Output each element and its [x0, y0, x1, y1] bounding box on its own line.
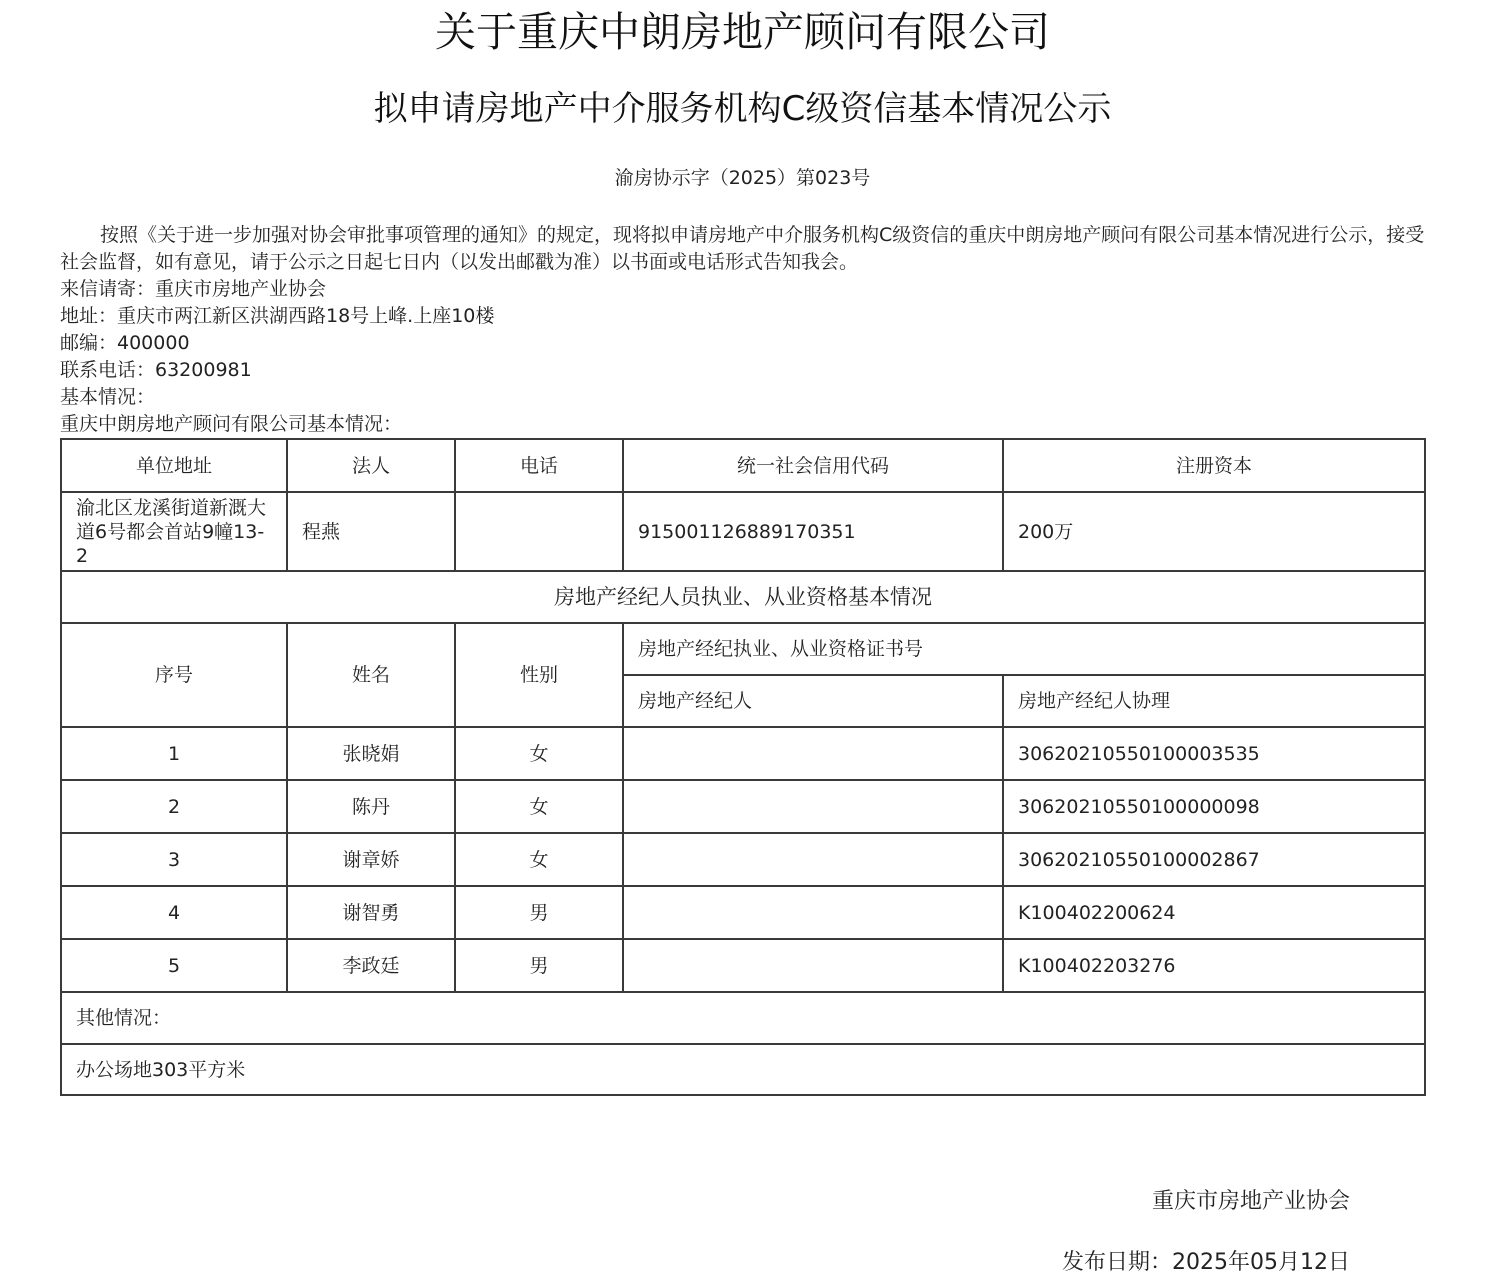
agent-seq: 1 — [61, 727, 287, 780]
agent-name: 张晓娟 — [287, 727, 455, 780]
header-phone: 电话 — [455, 439, 623, 492]
agents-header-row-1 — [61, 623, 1425, 675]
table-row — [61, 833, 1425, 886]
assistant-cert: K100402203276 — [1003, 939, 1425, 992]
company-data-row — [61, 492, 1425, 571]
document-number: 渝房协示字（2025）第023号 — [614, 167, 871, 189]
table-row — [61, 939, 1425, 992]
footer-publish-date: 发布日期：2025年05月12日 — [1062, 1250, 1350, 1275]
document-title-line2: 拟申请房地产中介服务机构C级资信基本情况公示 — [373, 89, 1112, 129]
phone-line: 联系电话：63200981 — [60, 359, 252, 381]
company-info-label: 重庆中朗房地产顾问有限公司基本情况： — [60, 413, 403, 435]
assistant-cert: K100402200624 — [1003, 886, 1425, 939]
info-table — [60, 438, 1426, 1096]
agent-gender: 女 — [455, 727, 623, 780]
header-agent: 房地产经纪人 — [623, 675, 1003, 727]
agent-name: 陈丹 — [287, 780, 455, 833]
basic-info-label: 基本情况： — [60, 386, 156, 408]
agent-cert — [623, 886, 1003, 939]
agent-cert — [623, 939, 1003, 992]
header-legal-person: 法人 — [287, 439, 455, 492]
other-value: 办公场地303平方米 — [61, 1044, 1425, 1095]
header-cert-group: 房地产经纪执业、从业资格证书号 — [623, 623, 1425, 675]
agents-section-title: 房地产经纪人员执业、从业资格基本情况 — [61, 571, 1425, 623]
company-legal-person: 程燕 — [287, 492, 455, 571]
company-credit-code: 915001126889170351 — [623, 492, 1003, 571]
agent-gender: 女 — [455, 833, 623, 886]
agent-name: 谢章娇 — [287, 833, 455, 886]
body-text — [60, 222, 1430, 438]
agent-cert — [623, 727, 1003, 780]
agents-section-row — [61, 571, 1425, 623]
header-seq: 序号 — [61, 623, 287, 727]
header-gender: 性别 — [455, 623, 623, 727]
agent-name: 李政廷 — [287, 939, 455, 992]
header-name: 姓名 — [287, 623, 455, 727]
footer-organization: 重庆市房地产业协会 — [1151, 1189, 1350, 1214]
assistant-cert: 30620210550100002867 — [1003, 833, 1425, 886]
company-address: 渝北区龙溪街道新溉大道6号都会首站9幢13-2 — [61, 492, 287, 571]
company-phone — [455, 492, 623, 571]
company-capital: 200万 — [1003, 492, 1425, 571]
agent-seq: 2 — [61, 780, 287, 833]
assistant-cert: 30620210550100000098 — [1003, 780, 1425, 833]
other-label-row — [61, 992, 1425, 1044]
agent-seq: 5 — [61, 939, 287, 992]
table-row — [61, 727, 1425, 780]
agent-cert — [623, 833, 1003, 886]
mail-to-line: 来信请寄：重庆市房地产业协会 — [60, 278, 327, 300]
postcode-line: 邮编：400000 — [60, 332, 190, 354]
address-line: 地址：重庆市两江新区洪湖西路18号上峰.上座10楼 — [60, 305, 495, 327]
header-address: 单位地址 — [61, 439, 287, 492]
agent-gender: 男 — [455, 939, 623, 992]
agent-gender: 男 — [455, 886, 623, 939]
assistant-cert: 30620210550100003535 — [1003, 727, 1425, 780]
other-value-row — [61, 1044, 1425, 1095]
table-row — [61, 780, 1425, 833]
agent-name: 谢智勇 — [287, 886, 455, 939]
other-label: 其他情况： — [61, 992, 1425, 1044]
intro-paragraph: 按照《关于进一步加强对协会审批事项管理的通知》的规定，现将拟申请房地产中介服务机构C级资信的重庆中朗房地产顾问有限公司基本情况进行公示，接受社会监督，如有意见，请于公示之日起七日内（以发出邮戳为准）以书面或电话形式告知我会。 — [60, 224, 1425, 273]
header-credit-code: 统一社会信用代码 — [623, 439, 1003, 492]
agent-gender: 女 — [455, 780, 623, 833]
header-assistant: 房地产经纪人协理 — [1003, 675, 1425, 727]
table-row — [61, 886, 1425, 939]
company-header-row — [61, 439, 1425, 492]
agent-seq: 4 — [61, 886, 287, 939]
document-title-line1: 关于重庆中朗房地产顾问有限公司 — [435, 8, 1050, 56]
header-capital: 注册资本 — [1003, 439, 1425, 492]
agent-cert — [623, 780, 1003, 833]
agent-seq: 3 — [61, 833, 287, 886]
